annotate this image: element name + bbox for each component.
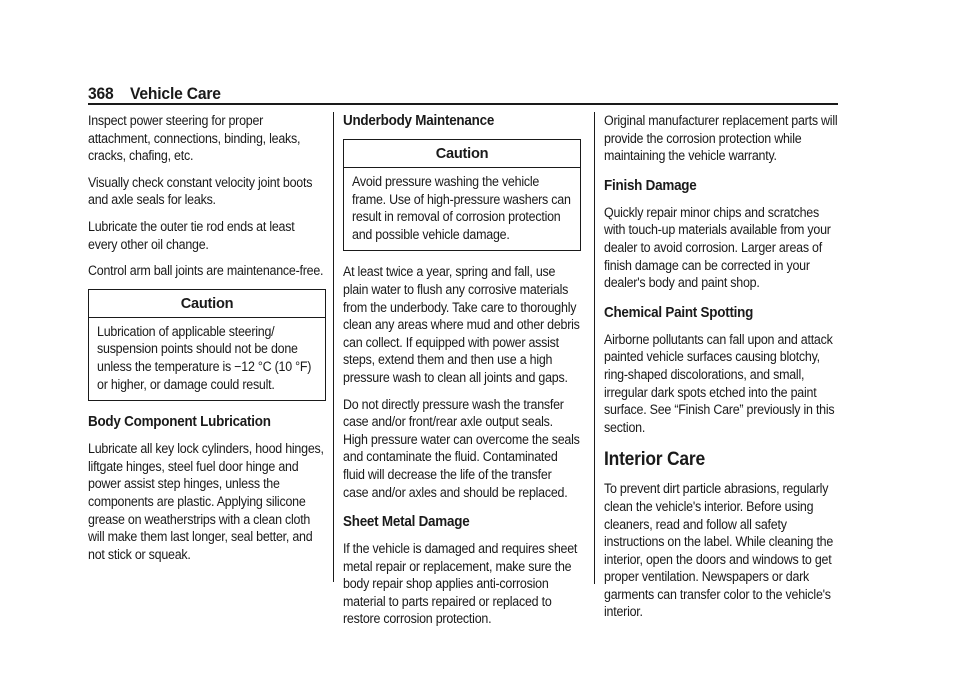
caution-text: Avoid pressure washing the vehicle frame. Use of high-pressure washers can result in removal of corrosion protection and possible vehicle damage.	[352, 174, 571, 242]
column-left	[88, 112, 326, 572]
caution-text: Lubrication of applicable steering/ suspension points should not be done unless the temperature is −12 °C (10 °F) or higher, or damage could result.	[97, 323, 312, 392]
paragraph: Original manufacturer replacement parts will provide the corrosion protection while maintaining the vehicle warranty.	[604, 113, 838, 164]
column-middle	[343, 112, 581, 637]
paragraph: Quickly repair minor chips and scratches with touch-up materials available from your dealer to avoid corrosion. Larger areas of finish damage can be corrected in your dealer's body and paint shop.	[604, 204, 831, 291]
caution-body	[344, 168, 580, 250]
caution-title: Caution	[344, 140, 580, 168]
paragraph: Visually check constant velocity joint boots and axle seals for leaks.	[88, 174, 313, 208]
header-rule	[88, 103, 838, 105]
page-header	[88, 82, 838, 104]
column-right	[604, 112, 842, 630]
paragraph: Lubricate all key lock cylinders, hood hinges, liftgate hinges, steel fuel door hinge and power assist step hinges, unless the components are plastic. Applying silicone grease on weatherstrips with a clean cloth will make them last longer, seal better, and not stick or squeak.	[88, 441, 324, 562]
page-number: 368	[88, 84, 114, 103]
major-heading: Interior Care	[604, 449, 705, 471]
paragraph: Inspect power steering for proper attachment, connections, binding, leaks, cracks, chafing, etc.	[88, 113, 301, 164]
caution-box	[343, 139, 581, 251]
caution-body	[89, 318, 325, 400]
section-heading: Finish Damage	[604, 177, 697, 194]
paragraph: Control arm ball joints are maintenance-free.	[88, 263, 324, 279]
paragraph: Airborne pollutants can fall upon and attack painted vehicle surfaces causing blotchy, ring-shaped discolorations, and small, irregular dark spots etched into the paint surface. See “Finish Care” previously in this section.	[604, 331, 835, 435]
section-title: Vehicle Care	[129, 84, 221, 103]
paragraph: Do not directly pressure wash the transfer case and/or front/rear axle output seals. High pressure water can overcome the seals and contaminate the fluid. Contaminated fluid will decrease the life of the transfer case and/or axles and should be replaced.	[343, 396, 580, 500]
column-divider-left	[333, 112, 334, 582]
column-divider-right	[594, 112, 595, 584]
paragraph: If the vehicle is damaged and requires sheet metal repair or replacement, make sure the body repair shop applies anti-corrosion material to parts repaired or replaced to restore corrosion protection.	[343, 541, 578, 627]
section-heading: Underbody Maintenance	[343, 113, 495, 129]
paragraph: To prevent dirt particle abrasions, regularly clean the vehicle's interior. Before using cleaners, read and follow all safety instructions on the label. While cleaning the interior, open the doors and windows to get proper ventilation. Newspapers or dark garments can transfer color to the vehicle's interior.	[604, 481, 834, 620]
caution-title: Caution	[89, 290, 325, 318]
caution-box	[88, 289, 326, 401]
paragraph: At least twice a year, spring and fall, use plain water to flush any corrosive materials from the underbody. Take care to thoroughly clean any areas where mud and other debris can collect. If equipped with power assist steps, extend them and then use a high pressure wash to clean all joints and gaps.	[343, 264, 580, 385]
section-heading: Sheet Metal Damage	[343, 514, 470, 531]
paragraph: Lubricate the outer tie rod ends at least every other oil change.	[88, 218, 295, 252]
section-heading: Chemical Paint Spotting	[604, 304, 754, 321]
section-heading: Body Component Lubrication	[88, 414, 271, 431]
